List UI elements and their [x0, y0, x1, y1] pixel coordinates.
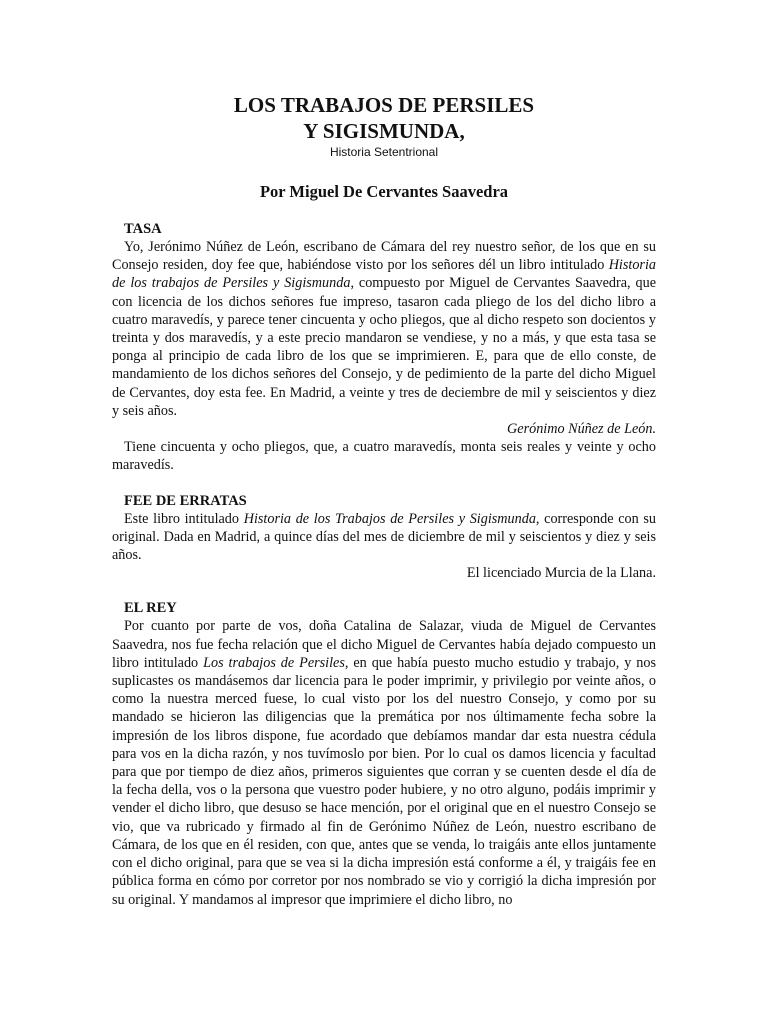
section-tasa: [112, 220, 656, 475]
fee-text-a: Este libro intitulado: [124, 510, 244, 527]
tasa-text-b: , compuesto por Miguel de Cervantes Saavedra, que con licencia de los dichos señores fue impreso, tasaron cada pliego de los del dicho libro a cuatro maravedís, y parece tener cincuenta y ocho pliegos, que al dicho respeto son docientos y treinta y dos maravedís, y a este precio mandaron se vendiese, y no a más, y que esta tasa se ponga al principio de cada libro de los que se imprimieren. E, para que de ello conste, de mandamiento de los dichos señores del Consejo, y de pedimiento de la parte del dicho Miguel de Cervantes, doy esta fee. En Madrid, a veinte y tres de deciembre de mil y seiscientos y diez y seis años.: [112, 275, 656, 419]
document-author: Por Miguel De Cervantes Saavedra: [259, 182, 509, 201]
document-title-line-1: LOS TRABAJOS DE PERSILES: [233, 93, 535, 117]
fee-de-erratas-signature: El licenciado Murcia de la Llana.: [466, 565, 656, 582]
document-title-line-2: Y SIGISMUNDA,: [303, 119, 465, 143]
el-rey-text-b: , en que había puesto mucho estudio y trabajo, y nos suplicastes os mandásemos dar licencia para le poder imprimir, y privilegio por veinte años, o como la nuestra merced fuese, lo cual visto por los del nuestro Consejo, y como por su mandado se hicieron las diligencias que la premática por nos últimamente fecha sobre la impresión de los libros dispone, fue acordado que debíamos mandar dar esta nuestra cédula para vos en la dicha razón, y nos tuvímoslo por bien. Por lo cual os damos licencia y facultad para que por tiempo de diez años, primeros siguientes que corran y se cuenten desde el día de la fecha della, vos o la persona que vuestro poder hubiere, y no otro alguno, podáis imprimir y vender el dicho libro, que desuso se hace mención, por el original que en el nuestro Consejo se vio, que va rubricado y firmado al fin de Gerónimo Núñez de León, nuestro escribano de Cámara, de los que en él residen, con que, antes que se venda, lo traigáis ante ellos juntamente con el dicho original, para que se vea si la dicha impresión está conforme a él, y traigáis fee en pública forma en cómo por corretor por nos nombrado se vio y corrigió la dicha impresión por su original. Y mandamos al impresor que imprimiere el dicho libro, no: [112, 654, 656, 908]
document-subtitle: Historia Setentrional: [329, 145, 439, 159]
fee-de-erratas-paragraph: [112, 510, 656, 565]
section-heading-tasa: TASA: [124, 221, 162, 237]
el-rey-text-a: Por cuanto por parte de vos, doña Catalina de Salazar, viuda de Miguel de Cervantes Saavedra, nos fue fecha relación que el dicho Miguel de Cervantes había dejado compuesto un libro intitulado: [112, 618, 656, 671]
section-el-rey: [112, 599, 656, 908]
tasa-paragraph-1: [112, 238, 656, 420]
tasa-paragraph-2: Tiene cincuenta y ocho pliegos, que, a cuatro maravedís, monta seis reales y veinte y ocho maravedís.: [112, 439, 656, 474]
fee-text-b: , corresponde con su original. Dada en Madrid, a quince días del mes de diciembre de mil y seiscientos y diez y seis años.: [112, 510, 656, 564]
el-rey-paragraph: [112, 617, 656, 908]
el-rey-book-title: Los trabajos de Persiles: [203, 654, 345, 671]
section-heading-el-rey: EL REY: [124, 600, 177, 617]
tasa-book-title: Historia de los trabajos de Persiles y Sigismunda: [112, 257, 656, 292]
tasa-text-a: Yo, Jerónimo Núñez de León, escribano de Cámara del rey nuestro señor, de los que en su Consejo residen, doy fee que, habiéndose visto por los señores dél un libro intitulado: [112, 239, 656, 274]
fee-book-title: Historia de los Trabajos de Persiles y Sigismunda: [243, 510, 536, 527]
section-fee-de-erratas: [112, 492, 656, 583]
section-heading-fee-de-erratas: FEE DE ERRATAS: [124, 492, 247, 509]
tasa-signature: Gerónimo Núñez de León.: [507, 421, 656, 438]
document-page: [112, 92, 656, 909]
